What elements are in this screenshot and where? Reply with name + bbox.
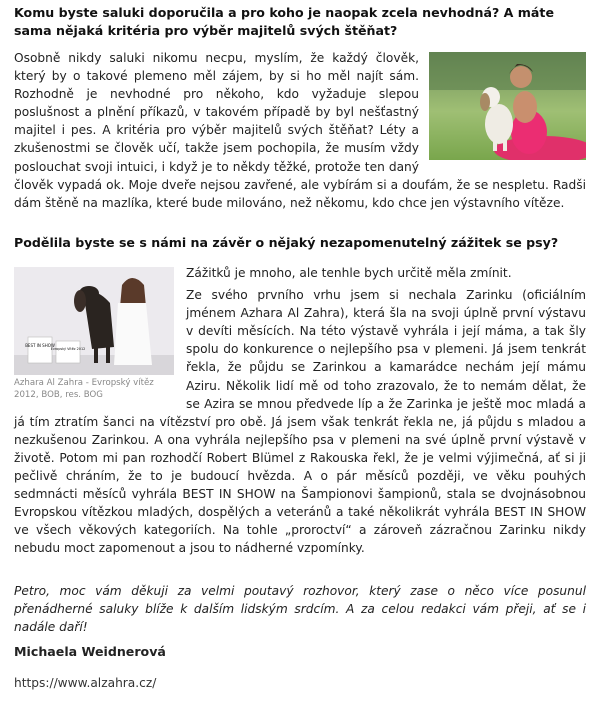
photo-woman-with-saluki-trophies bbox=[14, 267, 174, 375]
question-owners: Komu byste saluki doporučila a pro koho je naopak zcela nevhodná? A máte sama nějaká kritéria pro výběr majitelů svých štěňat? bbox=[14, 5, 554, 38]
closing-thanks: Petro, moc vám děkuji za velmi poutavý rozhovor, který zase o něco více posunul přenádherné saluky blíže k dalším lidským srdcím. A za celou redakci vám přeji, ať se i nadále daří! bbox=[14, 584, 586, 635]
answer-experience-story: Ze svého prvního vrhu jsem si nechala Zarinku (oficiálním jménem Azhara Al Zahra), která šla na svoji úplně první výstavu v devíti měsících. Na této výstavě vyhrála i její máma, a tak šly spolu do konkurence o nejlepšího psa v plemeni. Já jsem tenkrát řekla, že půjdu se Zarinkou a kamarádce nechám její mámu Aziru. Několik lidí mě od toho zrazovalo, že to nemám dělat, že se Azira se mnou předvede líp a že Zarinka je ještě moc mladá a já tím ztratím šanci na vítězství pro obě. Já jsem však tenkrát řekla ne, já půjdu s mladou a nezkušenou Zarinkou. A ona vyhrála nejlepšího psa v plemeni na své úplně první výstavě v životě. Potom mi pan rozhodčí Robert Blümel z Rakouska řekl, že je velmi výjimečná, ať si ji pečlivě chráním, že to je budoucí hvězda. A o pár měsíců později, ve věku pouhých sedmnácti měsíců vyhrála BEST IN SHOW na Šampionovi šampionů, stala se dvojnásobnou Evropskou vítězkou mladých, dospělých a veteránů a také několikrát vyhrála BEST IN SHOW ve všech věkových kategoriích. Na tohle „proroctví“ a zároveň zázračnou Zarinku nikdy nebudu moct zapomenout a jsou to nádherné vzpomínky. bbox=[14, 288, 586, 556]
trophy-plaque-best-in-show: BEST IN SHOW bbox=[25, 343, 55, 348]
answer-owners-block bbox=[14, 49, 586, 212]
photo-caption: Azhara Al Zahra - Evropský vítěz 2012, BOB, res. BOG bbox=[14, 378, 154, 400]
answer-owners-text: Osobně nikdy saluki nikomu necpu, myslím, že každý člověk, který by o takové plemeno měl zájem, by si ho měl najít sám. Rozhodně je nevhodné pro někoho, kdo vyžaduje slepou poslušnost a plnění příkazů, v takovém případě by byl nešťastný majitel i pes. A kritéria pro výběr majitelů svých štěňat? Léty a zkušenostmi se člověk učí, takže jsem pochopila, že musím vždy poslouchat svoji intuici, i když je to někdy těžké, protože ten daný člověk vypadá ok. Moje dveře nejsou zavřené, ale vybírám si a doufám, že se nespletu. Radši dám štěně na mazlíka, které bude milováno, než někomu, kdo chce jen výstavního vítěze. bbox=[14, 51, 586, 210]
photo-woman-with-saluki-trophies-image bbox=[14, 267, 174, 375]
answer-experience-intro: Zážitků je mnoho, ale tenhle bych určitě měla zmínit. bbox=[186, 266, 512, 280]
photo-woman-with-saluki-puppy bbox=[429, 52, 586, 160]
trophy-plaque-evropsky-vitez: Evropský Vítěz 2012 bbox=[50, 347, 86, 351]
answer-experience-block bbox=[14, 264, 586, 558]
website-link[interactable]: https://www.alzahra.cz/ bbox=[14, 676, 157, 690]
author-name: Michaela Weidnerová bbox=[14, 644, 166, 659]
photo-woman-with-saluki-puppy-image bbox=[429, 52, 586, 160]
question-experience: Podělila byste se s námi na závěr o nějaký nezapomenutelný zážitek se psy? bbox=[14, 235, 559, 250]
